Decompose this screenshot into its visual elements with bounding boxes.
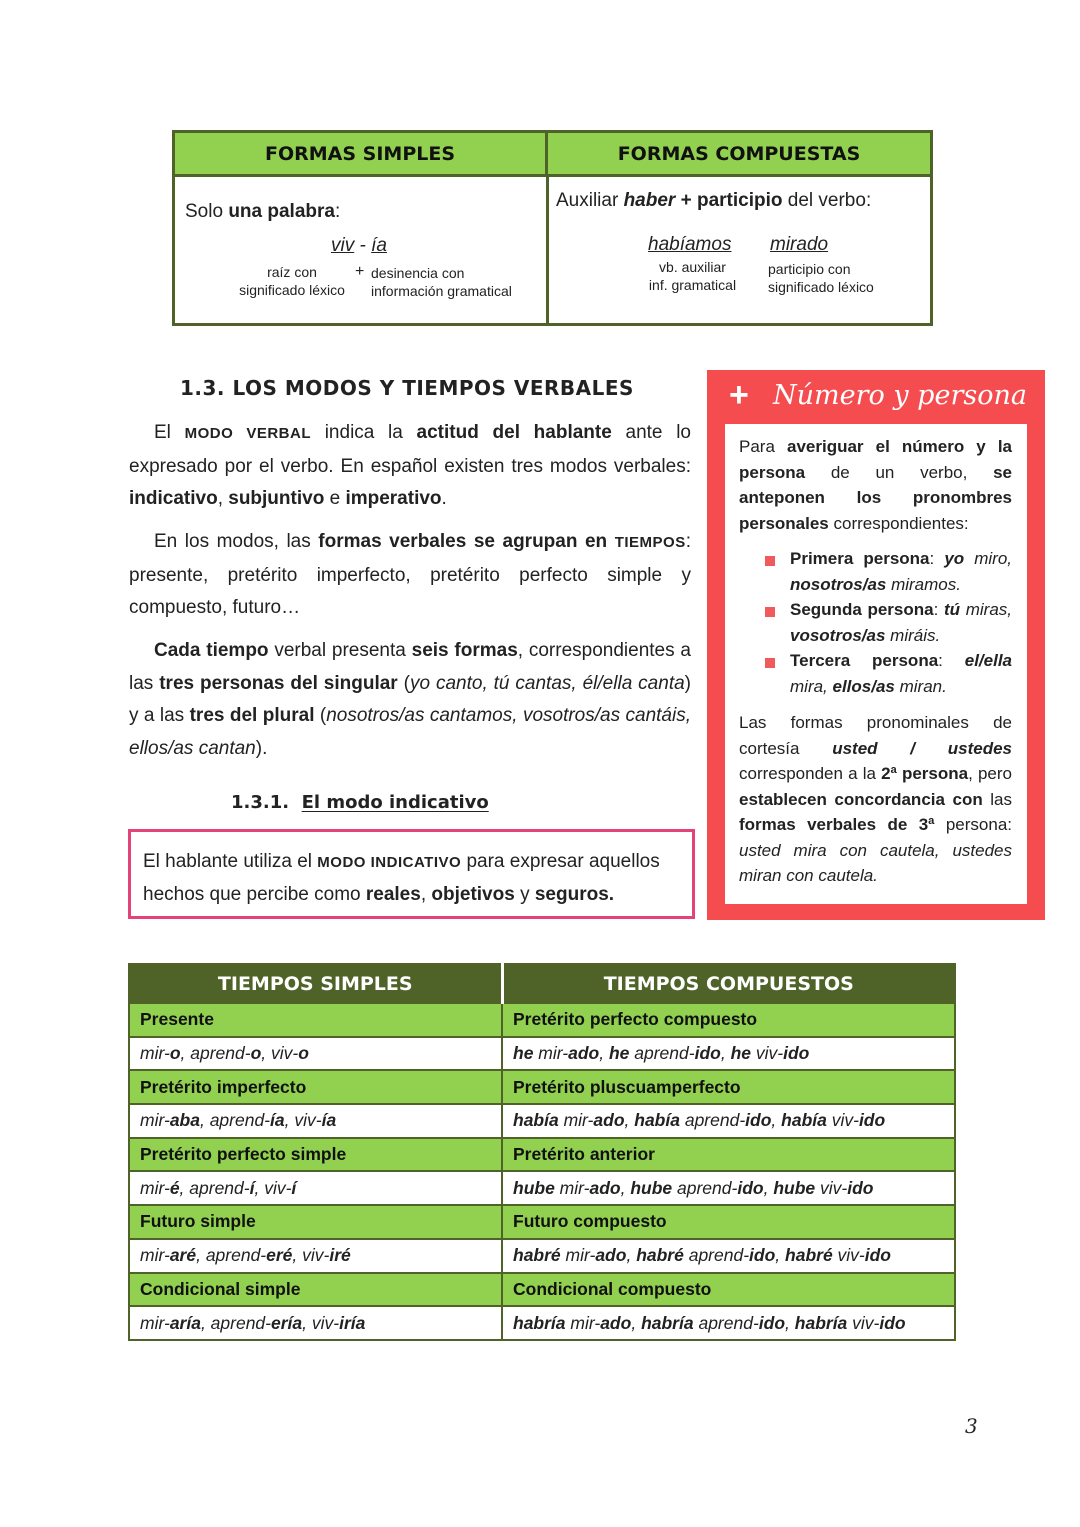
tense-name-cell: Pretérito pluscuamperfecto [502,1070,955,1104]
text: tres personas del singular [159,672,398,694]
subsection-number: 1.3.1. [231,792,290,813]
text: miran. [894,676,947,696]
subsection-heading [231,792,489,813]
text: , [217,488,229,509]
text: participio con [768,261,851,277]
text: En los modos, las [154,531,319,552]
paragraph-modo-verbal [129,417,691,516]
text: desinencia con [371,265,465,281]
conjugation-part: , aprend- [199,1110,271,1131]
text: para expresar aquellos hechos que percibe como [143,851,660,905]
conjugation-cell [129,1239,502,1273]
side-bullet-segunda [790,597,1012,648]
plus-icon: + [729,376,749,414]
conjugation-part: aprend- [629,1043,695,1064]
aux-description [635,258,750,294]
plus-sign: + [355,263,365,280]
text: ( [314,705,327,726]
text: Solo [185,201,229,222]
text [607,531,615,552]
text: yo canto, tú cantas, él/ella canta [409,672,685,694]
conjugation-cell [129,1306,502,1340]
text: miras, [960,600,1012,619]
conjugation-part: o [169,1043,181,1064]
text: Cada tiempo [154,640,269,661]
conjugation-part: he [730,1043,752,1064]
text: verbal presenta [268,640,412,661]
conjugation-part: aprend- [683,1245,750,1266]
text: El [154,422,185,443]
conjugation-part: habría [641,1312,694,1333]
conjugation-part: viv- [815,1177,848,1198]
text: se anteponen los pronombres personales [739,462,1012,533]
conjugation-part: ido [745,1110,772,1131]
text: usted / ustedes [832,738,1012,758]
text: participio [696,190,783,211]
conjugation-part: , [763,1177,774,1198]
text: persona: [934,815,1013,834]
conjugation-part: había [634,1110,680,1131]
text: inf. gramatical [648,277,737,293]
subsection-title: El modo indicativo [301,792,489,813]
conjugation-part: , [631,1312,642,1333]
text: miramos. [886,574,961,594]
conjugation-part: ido [749,1245,776,1266]
text: reales [365,884,421,905]
conjugation-cell [502,1306,955,1340]
text: indica la [311,422,417,443]
section-heading: 1.3. LOS MODOS Y TIEMPOS VERBALES [180,376,634,400]
text: significado léxico [239,282,345,298]
text: objetivos [431,884,515,905]
conjugation-part: aprend- [672,1177,738,1198]
text: Las formas pronominales de cortesía [739,713,1012,758]
text: imperativo [345,488,442,509]
text: correspondientes: [828,513,969,533]
text: de un verbo, [805,462,994,482]
conjugation-part: había [781,1110,827,1131]
conjugation-part: , viv- [254,1177,292,1198]
conjugation-part: he [513,1043,534,1064]
conjugation-part: habré [636,1245,684,1266]
text: ). [255,737,268,759]
tense-name-cell: Futuro simple [129,1205,502,1239]
conjugation-part: ido [847,1177,874,1198]
text: habíamos [648,234,732,255]
text: raíz con [267,264,317,280]
participle-description [768,260,874,296]
conjugation-part: mir- [140,1110,170,1131]
text: mira, [790,676,833,696]
tenses-body [129,1003,955,1340]
text: vosotros/as [790,625,886,645]
conjugation-part: ado [589,1177,621,1198]
text: averiguar el número y la persona [739,437,1012,482]
text: significado léxico [768,279,874,295]
conjugation-part: , viv- [292,1245,330,1266]
conjugation-part: mir- [554,1177,590,1198]
conjugation-part: o [250,1043,262,1064]
conjugation-part: aprend- [693,1312,759,1333]
paragraph-seis-formas [129,635,691,765]
tense-name-cell: Pretérito perfecto simple [129,1138,502,1172]
conjugation-part: aba [169,1110,200,1131]
root-description [227,263,357,299]
text: : presente, pretérito imperfecto, pretérito perfecto simple y compuesto, futuro… [129,531,692,618]
tenses-simple-header: TIEMPOS SIMPLES [129,964,502,1003]
conjugation-part: ado [593,1110,625,1131]
tense-name-row [129,1138,955,1172]
text: MODO INDICATIVO [317,854,462,871]
text: Para [739,437,787,456]
tense-name-cell: Condicional simple [129,1273,502,1307]
text: tres del plural [189,705,315,726]
text: + [675,190,697,211]
text: . [441,488,447,509]
text: ellos/as [832,676,895,696]
numero-persona-box [707,370,1045,920]
text: : [933,600,944,619]
conjugation-part: , [620,1177,631,1198]
forms-divider [546,177,549,323]
tense-name-cell: Presente [129,1003,502,1037]
tenses-table [128,963,956,1341]
text: Auxiliar [556,190,624,211]
conjugation-part: mir- [140,1312,170,1333]
conjugation-part: habré [785,1245,833,1266]
conjugation-part: ado [568,1043,600,1064]
text: seis formas [411,640,518,661]
conjugation-part: ía [321,1110,337,1131]
conjugation-part: í [249,1177,255,1198]
conjugation-part: viv- [832,1245,865,1266]
forms-simple-header: FORMAS SIMPLES [175,133,548,177]
side-box-title: Número y persona [773,380,1027,411]
conjugation-part: mir- [565,1312,601,1333]
tense-name-row [129,1205,955,1239]
tense-name-cell: Futuro compuesto [502,1205,955,1239]
text: nosotros/as cantamos, vosotros/as cantáis, ellos/as cantan [129,705,691,759]
conjugation-part: ado [595,1245,627,1266]
participle-word [770,234,828,256]
conjugation-part: , aprend- [196,1245,267,1266]
conjugation-part: habría [513,1312,566,1333]
text: nosotros/as [790,574,887,594]
conjugation-part: ido [694,1043,721,1064]
text: usted mira con cautela, ustedes miran con cautela. [739,840,1012,885]
conjugation-row [129,1306,955,1340]
conjugation-part: hube [773,1177,816,1198]
conjugation-cell [502,1037,955,1071]
tense-name-row [129,1273,955,1307]
text: Segunda persona [790,600,934,619]
text: e [324,488,346,509]
text: el/ella [964,651,1012,670]
conjugation-cell [502,1239,955,1273]
conjugation-row [129,1037,955,1071]
conjugation-part: aré [169,1245,197,1266]
text: una palabra [228,201,335,222]
conjugation-part: , viv- [284,1110,322,1131]
conjugation-part: ía [270,1110,285,1131]
conjugation-cell [502,1104,955,1138]
ending-description [371,264,512,300]
side-bullet-tercera [790,648,1012,699]
conjugation-part: , [624,1110,635,1131]
bullet-square-icon [765,607,775,617]
indicativo-definition-box [128,829,695,919]
conjugation-part: ido [879,1312,906,1333]
conjugation-part: , viv- [261,1043,299,1064]
text: Primera persona [790,549,930,568]
forms-simple-lead [185,201,340,223]
conjugation-part: habré [513,1245,561,1266]
forms-table [172,130,933,326]
side-bullet-primera [790,546,1012,597]
tense-name-cell: Pretérito imperfecto [129,1070,502,1104]
root-word: viv [331,235,355,256]
conjugation-part: , [785,1312,795,1333]
aux-word [648,234,731,256]
text: indicativo [129,488,218,509]
side-outro [739,710,1012,889]
text: haber [623,190,676,211]
conjugation-row [129,1104,955,1138]
page-number: 3 [965,1414,978,1438]
text: : [929,549,945,568]
conjugation-row [129,1171,955,1205]
conjugation-part: mir- [140,1245,170,1266]
conjugation-part: ido [783,1043,810,1064]
text: información gramatical [371,283,512,299]
side-intro [739,434,1012,536]
text: mirado [770,234,829,255]
text: 2ª persona [881,764,969,783]
paragraph-tiempos [129,526,691,625]
conjugation-part: viv- [847,1312,880,1333]
text: , correspondientes a las [129,640,691,694]
text: tú [944,600,961,619]
text: miro, [964,549,1012,568]
conjugation-part: aprend- [679,1110,746,1131]
forms-compound-header: FORMAS COMPUESTAS [548,133,930,177]
conjugation-part: ería [271,1312,303,1333]
text: actitud del hablante [416,422,612,443]
bullet-square-icon [765,556,775,566]
conjugation-part: , aprend- [200,1312,271,1333]
conjugation-part: ido [758,1312,786,1333]
tense-name-cell: Condicional compuesto [502,1273,955,1307]
example-simple-word [331,235,387,257]
text: vb. auxiliar [659,259,726,275]
text: miráis. [885,625,941,645]
side-box-content [725,424,1027,904]
text: formas verbales se agrupan en [318,531,608,552]
conjugation-cell [129,1171,502,1205]
conjugation-part: í [291,1177,297,1198]
bullet-square-icon [765,658,775,668]
text: del verbo: [782,190,872,211]
dash: - [354,235,372,256]
text: ( [397,672,410,694]
conjugation-part: aría [169,1312,201,1333]
tense-name-row [129,1003,955,1037]
conjugation-part: , [720,1043,731,1064]
conjugation-part: ido [858,1110,886,1131]
conjugation-part: mir- [140,1043,170,1064]
conjugation-part: ado [600,1312,632,1333]
text: las [982,789,1012,809]
text: , pero [968,764,1012,783]
text: TIEMPOS [614,534,686,551]
conjugation-cell [129,1037,502,1071]
conjugation-part: , aprend- [180,1043,251,1064]
conjugation-part: , aprend- [179,1177,250,1198]
conjugation-part: , [599,1043,609,1064]
text: : [334,201,341,222]
text: : [938,651,965,670]
conjugation-part: ido [864,1245,891,1266]
text: ) y a las [129,672,691,726]
text: MODO VERBAL [184,425,312,442]
conjugation-part: hube [630,1177,673,1198]
conjugation-part: viv- [751,1043,784,1064]
conjugation-part: , [626,1245,637,1266]
text: establecen concordancia con [739,789,983,809]
text: seguros. [534,884,615,905]
text: formas verbales de 3ª [739,815,935,834]
text: El hablante utiliza el [143,851,318,872]
conjugation-part: o [298,1043,309,1064]
conjugation-part: , [775,1245,786,1266]
conjugation-part: mir- [140,1177,170,1198]
forms-compound-lead [556,190,871,212]
conjugation-part: , [771,1110,782,1131]
conjugation-part: hube [513,1177,555,1198]
text: subjuntivo [228,488,325,509]
tenses-compound-header: TIEMPOS COMPUESTOS [502,964,955,1003]
conjugation-cell [502,1171,955,1205]
conjugation-part: iría [339,1312,366,1333]
conjugation-part: mir- [533,1043,569,1064]
tense-name-cell: Pretérito perfecto compuesto [502,1003,955,1037]
text: , [420,884,432,905]
text: y [514,884,535,905]
conjugation-row [129,1239,955,1273]
text: yo [944,549,965,568]
conjugation-part: , viv- [302,1312,340,1333]
text: Tercera persona [790,651,939,670]
tense-name-row [129,1070,955,1104]
conjugation-part: mir- [560,1245,596,1266]
conjugation-part: había [513,1110,559,1131]
conjugation-part: iré [329,1245,351,1266]
text: ante lo expresado por el verbo. En español existen tres modos verbales: [129,422,691,477]
conjugation-part: mir- [558,1110,594,1131]
conjugation-cell [129,1104,502,1138]
conjugation-part: habría [794,1312,848,1333]
conjugation-part: eré [266,1245,293,1266]
ending-word: ía [371,235,387,256]
text: corresponden a la [739,764,882,783]
conjugation-part: he [608,1043,630,1064]
conjugation-part: ido [737,1177,764,1198]
conjugation-part: viv- [826,1110,859,1131]
conjugation-part: é [169,1177,180,1198]
tense-name-cell: Pretérito anterior [502,1138,955,1172]
